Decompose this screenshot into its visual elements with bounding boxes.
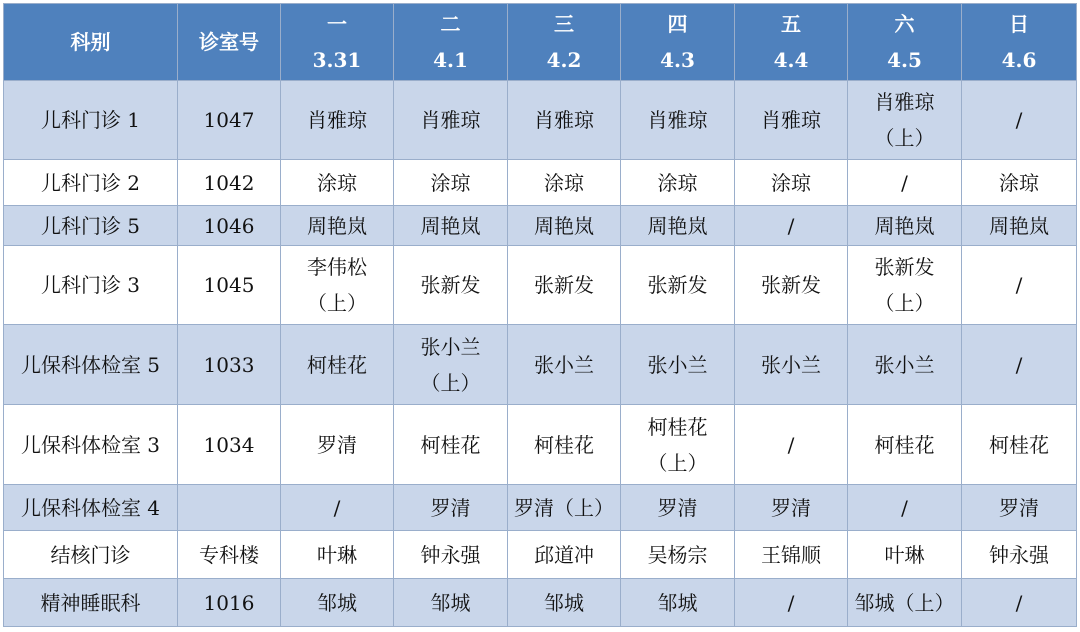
doctor-cell xyxy=(621,81,735,160)
doctor-cell xyxy=(962,206,1077,246)
doctor-name: / xyxy=(333,495,341,520)
doctor-name: 邹城 xyxy=(657,590,698,615)
header-day: 一 xyxy=(327,12,347,36)
header-day: 二 xyxy=(440,12,461,36)
doctor-cell xyxy=(621,325,735,405)
doctor-cell xyxy=(281,485,394,531)
doctor-cell xyxy=(394,485,508,531)
doctor-name: 邱道冲 xyxy=(534,542,594,567)
dept-cell: 儿保科体检室 5 xyxy=(4,325,178,405)
header-day: 四 xyxy=(667,12,688,36)
doctor-name: 涂琼 xyxy=(657,170,698,195)
doctor-cell xyxy=(394,160,508,206)
doctor-cell xyxy=(735,246,848,325)
doctor-name: / xyxy=(1015,273,1023,297)
doctor-cell xyxy=(735,206,848,246)
doctor-cell xyxy=(848,579,962,627)
doctor-cell xyxy=(848,160,962,206)
doctor-name: 叶琳 xyxy=(884,542,925,567)
doctor-name: 张小兰 xyxy=(874,352,935,377)
doctor-cell xyxy=(508,206,621,246)
doctor-name: 涂琼 xyxy=(544,170,584,195)
doctor-cell xyxy=(394,531,508,579)
doctor-name: 柯桂花 xyxy=(647,414,708,439)
doctor-cell xyxy=(394,325,508,405)
table-row xyxy=(4,579,1077,627)
doctor-cell xyxy=(848,246,962,325)
dept-cell: 儿科门诊 1 xyxy=(4,81,178,160)
shift-note: （上） xyxy=(307,291,367,315)
schedule-table xyxy=(3,3,1077,627)
table-row xyxy=(4,485,1077,531)
table-row xyxy=(4,81,1077,160)
doctor-name: / xyxy=(901,170,908,195)
doctor-name: 罗清 xyxy=(430,495,471,520)
doctor-cell xyxy=(281,405,394,485)
dept-cell: 结核门诊 xyxy=(4,531,178,579)
header-date: 4.6 xyxy=(1001,48,1037,72)
doctor-name: 柯桂花 xyxy=(534,432,594,457)
doctor-cell xyxy=(962,81,1077,160)
doctor-cell xyxy=(508,485,621,531)
table-row xyxy=(4,405,1077,485)
doctor-name: 涂琼 xyxy=(999,170,1039,195)
doctor-cell xyxy=(962,531,1077,579)
doctor-name: 钟永强 xyxy=(989,542,1049,567)
doctor-name: 张新发 xyxy=(420,273,481,297)
doctor-name: 邹城 xyxy=(317,590,357,615)
header-day-col xyxy=(735,4,848,81)
header-date: 3.31 xyxy=(312,48,362,72)
doctor-name: 罗清（上） xyxy=(514,495,614,520)
shift-note: （上） xyxy=(874,291,935,315)
dept-cell: 精神睡眠科 xyxy=(4,579,178,627)
doctor-name: 张小兰 xyxy=(420,334,481,359)
doctor-cell xyxy=(621,579,735,627)
header-dept: 科别 xyxy=(4,4,178,81)
doctor-name: 肖雅琼 xyxy=(874,90,935,114)
doctor-cell xyxy=(508,579,621,627)
doctor-cell xyxy=(962,485,1077,531)
table-row xyxy=(4,531,1077,579)
doctor-cell xyxy=(735,160,848,206)
doctor-cell xyxy=(508,246,621,325)
doctor-name: 肖雅琼 xyxy=(307,108,367,132)
header-date: 4.5 xyxy=(887,48,922,72)
room-cell: 1034 xyxy=(178,405,281,485)
doctor-cell xyxy=(735,531,848,579)
header-day-col xyxy=(281,4,394,81)
doctor-cell xyxy=(962,579,1077,627)
doctor-name: 罗清 xyxy=(657,495,698,520)
doctor-cell xyxy=(508,160,621,206)
doctor-name: 柯桂花 xyxy=(989,432,1049,457)
doctor-cell xyxy=(621,246,735,325)
header-day-col xyxy=(394,4,508,81)
doctor-name: 肖雅琼 xyxy=(420,108,481,132)
doctor-name: 涂琼 xyxy=(317,170,357,195)
shift-note: （上） xyxy=(647,450,708,475)
table-row xyxy=(4,206,1077,246)
room-cell: 1047 xyxy=(178,81,281,160)
doctor-name: / xyxy=(787,432,795,457)
room-cell xyxy=(178,485,281,531)
doctor-name: 周艳岚 xyxy=(307,213,367,238)
doctor-cell xyxy=(281,325,394,405)
doctor-cell xyxy=(621,485,735,531)
doctor-name: 吴杨宗 xyxy=(647,542,708,567)
doctor-cell xyxy=(394,405,508,485)
dept-cell: 儿保科体检室 3 xyxy=(4,405,178,485)
doctor-name: 钟永强 xyxy=(420,542,481,567)
doctor-name: 涂琼 xyxy=(430,170,471,195)
doctor-name: 罗清 xyxy=(771,495,811,520)
header-day-col xyxy=(508,4,621,81)
doctor-name: 周艳岚 xyxy=(420,213,481,238)
doctor-cell xyxy=(508,405,621,485)
doctor-cell xyxy=(621,531,735,579)
doctor-cell xyxy=(735,579,848,627)
doctor-cell xyxy=(735,405,848,485)
doctor-name: 李伟松 xyxy=(307,255,367,279)
doctor-name: 柯桂花 xyxy=(420,432,481,457)
header-day-col xyxy=(621,4,735,81)
table-row xyxy=(4,160,1077,206)
room-cell: 1033 xyxy=(178,325,281,405)
header-day: 六 xyxy=(894,12,915,36)
doctor-name: 涂琼 xyxy=(771,170,811,195)
table-row xyxy=(4,246,1077,325)
doctor-name: 邹城（上） xyxy=(854,590,955,615)
doctor-cell xyxy=(394,81,508,160)
dept-cell: 儿保科体检室 4 xyxy=(4,485,178,531)
doctor-cell xyxy=(281,81,394,160)
doctor-cell xyxy=(962,160,1077,206)
header-room: 诊室号 xyxy=(178,4,281,81)
header-day: 三 xyxy=(554,12,574,36)
shift-note: （上） xyxy=(420,370,481,395)
doctor-name: 邹城 xyxy=(430,590,471,615)
doctor-cell xyxy=(962,405,1077,485)
room-cell: 1045 xyxy=(178,246,281,325)
shift-note: （上） xyxy=(874,126,935,150)
header-day-col xyxy=(848,4,962,81)
doctor-cell xyxy=(281,531,394,579)
doctor-cell xyxy=(848,405,962,485)
doctor-name: / xyxy=(787,590,795,615)
doctor-name: 周艳岚 xyxy=(647,213,708,238)
doctor-name: 柯桂花 xyxy=(307,352,367,377)
header-date: 4.4 xyxy=(773,48,809,72)
doctor-cell xyxy=(394,579,508,627)
doctor-name: 张新发 xyxy=(874,255,935,279)
doctor-name: 罗清 xyxy=(317,432,357,457)
doctor-cell xyxy=(281,160,394,206)
doctor-name: / xyxy=(1015,352,1023,377)
doctor-cell xyxy=(621,206,735,246)
doctor-name: 周艳岚 xyxy=(874,213,935,238)
doctor-cell xyxy=(848,325,962,405)
doctor-name: 张小兰 xyxy=(761,352,821,377)
doctor-name: 张小兰 xyxy=(647,352,708,377)
doctor-cell xyxy=(394,206,508,246)
header-date: 4.1 xyxy=(433,48,468,72)
doctor-name: 张小兰 xyxy=(534,352,594,377)
doctor-name: 肖雅琼 xyxy=(534,108,594,132)
doctor-name: / xyxy=(901,495,908,520)
doctor-name: 肖雅琼 xyxy=(761,108,821,132)
doctor-cell xyxy=(508,325,621,405)
header-date: 4.2 xyxy=(546,48,582,72)
doctor-name: / xyxy=(1015,590,1023,615)
doctor-name: 张新发 xyxy=(761,273,821,297)
doctor-name: 王锦顺 xyxy=(761,542,821,567)
doctor-cell xyxy=(735,81,848,160)
doctor-cell xyxy=(848,81,962,160)
header-day-col xyxy=(962,4,1077,81)
doctor-name: 张新发 xyxy=(534,273,594,297)
header-day: 五 xyxy=(781,12,801,36)
room-cell: 1046 xyxy=(178,206,281,246)
dept-cell: 儿科门诊 2 xyxy=(4,160,178,206)
doctor-cell xyxy=(394,246,508,325)
room-cell: 专科楼 xyxy=(178,531,281,579)
doctor-cell xyxy=(281,579,394,627)
doctor-cell xyxy=(508,531,621,579)
doctor-name: 肖雅琼 xyxy=(647,108,708,132)
doctor-name: 叶琳 xyxy=(317,542,357,567)
doctor-name: 周艳岚 xyxy=(534,213,594,238)
doctor-name: / xyxy=(787,213,795,238)
doctor-cell xyxy=(962,246,1077,325)
doctor-name: / xyxy=(1015,108,1023,132)
dept-cell: 儿科门诊 3 xyxy=(4,246,178,325)
doctor-cell xyxy=(621,160,735,206)
dept-cell: 儿科门诊 5 xyxy=(4,206,178,246)
doctor-cell xyxy=(848,531,962,579)
doctor-cell xyxy=(621,405,735,485)
header-date: 4.3 xyxy=(660,48,695,72)
schedule-body xyxy=(4,81,1077,627)
doctor-cell xyxy=(281,206,394,246)
doctor-cell xyxy=(848,485,962,531)
doctor-name: 罗清 xyxy=(999,495,1039,520)
doctor-cell xyxy=(281,246,394,325)
doctor-cell xyxy=(962,325,1077,405)
doctor-name: 邹城 xyxy=(544,590,584,615)
doctor-cell xyxy=(735,325,848,405)
table-row xyxy=(4,325,1077,405)
room-cell: 1016 xyxy=(178,579,281,627)
doctor-name: 张新发 xyxy=(647,273,708,297)
room-cell: 1042 xyxy=(178,160,281,206)
doctor-cell xyxy=(508,81,621,160)
header-row xyxy=(4,4,1077,81)
doctor-cell xyxy=(848,206,962,246)
doctor-name: 柯桂花 xyxy=(874,432,935,457)
doctor-cell xyxy=(735,485,848,531)
header-day: 日 xyxy=(1009,12,1029,36)
doctor-name: 周艳岚 xyxy=(989,213,1049,238)
